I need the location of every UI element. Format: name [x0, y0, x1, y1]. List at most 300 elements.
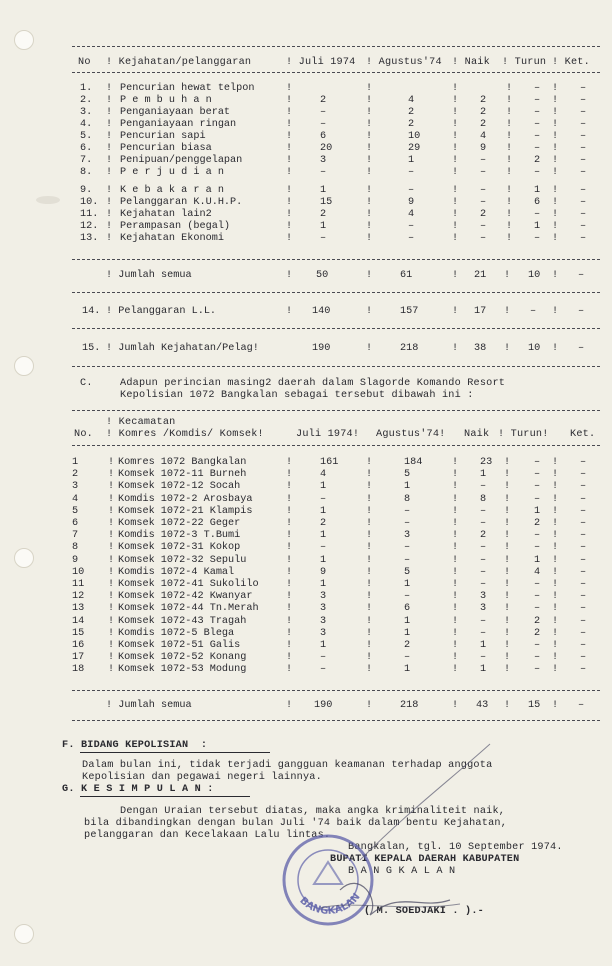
row-aug: 8 — [404, 493, 411, 505]
sep: ! — [452, 119, 459, 130]
sep: ! — [286, 652, 293, 664]
row-aug: 184 — [404, 457, 423, 468]
row-rise: 23 — [480, 457, 493, 468]
row-july: – — [320, 664, 327, 676]
rule-after-total — [72, 292, 600, 293]
row-note: – — [580, 95, 587, 106]
row-fall: – — [534, 95, 541, 106]
table1-row — [0, 197, 612, 209]
table2-row — [0, 652, 612, 664]
row-fall: – — [534, 143, 541, 154]
sep: ! — [552, 566, 559, 578]
row-aug: 2 — [408, 119, 415, 130]
sep: ! — [366, 530, 373, 542]
row-note: – — [580, 591, 587, 603]
row-rise: – — [480, 505, 487, 517]
row-aug: 2 — [404, 640, 411, 651]
row-aug: 1 — [404, 664, 411, 676]
row-unit: Komsek 1072-42 Kwanyar — [118, 591, 253, 603]
sep: ! — [506, 131, 513, 142]
sep: ! — [108, 640, 115, 651]
row-july: 1 — [320, 530, 327, 542]
t2-total-july: 190 — [314, 700, 333, 711]
sep: ! — [506, 143, 513, 154]
row-no: 4. — [80, 119, 93, 130]
sep: ! — [286, 554, 293, 566]
row-aug: – — [408, 221, 415, 232]
row-fall: – — [534, 481, 541, 493]
row-fall: – — [534, 652, 541, 664]
sep: ! — [286, 233, 293, 244]
sep: ! — [286, 143, 293, 154]
sep: ! — [366, 131, 373, 142]
row-no: 12. — [80, 221, 99, 232]
sep: ! — [366, 664, 373, 676]
sep: ! — [504, 652, 511, 664]
row-no: 16 — [72, 640, 85, 651]
row-july: 9 — [320, 566, 327, 578]
row14-july: 140 — [312, 306, 331, 317]
row-category: Pelanggaran K.U.H.P. — [120, 197, 243, 208]
row-aug: 3 — [404, 530, 411, 542]
sep: ! — [366, 481, 373, 493]
total-aug: 61 — [400, 270, 413, 281]
row-category: Pencurian biasa — [120, 143, 212, 154]
sep: ! — [552, 579, 559, 590]
row-note: – — [580, 83, 587, 94]
row-rise: – — [480, 652, 487, 664]
signatory-region: B A N G K A L A N — [348, 866, 456, 877]
row-no: 11. — [80, 209, 99, 220]
sep: ! — [552, 554, 559, 566]
sep: ! — [452, 530, 459, 542]
sep: ! — [452, 469, 459, 481]
row-no: 8. — [80, 167, 93, 178]
row-category: P e m b u h a n — [120, 95, 212, 106]
sep: ! — [106, 155, 113, 166]
sep: ! — [366, 83, 373, 94]
table2-header-rule — [72, 445, 600, 446]
row-fall: – — [534, 530, 541, 542]
row-fall: – — [534, 664, 541, 676]
row-fall: 2 — [534, 155, 541, 166]
sep: ! — [108, 518, 115, 529]
sep: ! — [552, 107, 559, 118]
row-note: – — [580, 652, 587, 664]
row-fall: 4 — [534, 566, 541, 578]
row-july: 161 — [320, 457, 339, 468]
sep: ! — [452, 155, 459, 166]
sep: ! — [552, 119, 559, 130]
row-rise: – — [480, 185, 487, 196]
row-note: – — [580, 627, 587, 639]
row-july: 3 — [320, 615, 327, 627]
rule-after-t2-total — [72, 720, 600, 721]
row-july: 2 — [320, 95, 327, 106]
sep: ! — [452, 518, 459, 529]
stamp-text: BANGKALAN — [297, 891, 363, 918]
row-fall: – — [534, 167, 541, 178]
row-note: – — [580, 457, 587, 468]
row-fall: – — [534, 542, 541, 554]
row-no: 8 — [72, 542, 79, 554]
row-fall: 2 — [534, 518, 541, 529]
section-g-line3: pelanggaran dan Kecelakaan Lalu lintas. — [84, 830, 331, 841]
row-note: – — [580, 131, 587, 142]
row-no: 9. — [80, 185, 93, 196]
sep: ! — [286, 95, 293, 106]
row-rise: 1 — [480, 469, 487, 481]
row-aug: – — [404, 591, 411, 603]
header-rise: ! Naik — [452, 57, 490, 68]
table2-row — [0, 567, 612, 579]
row-july: – — [320, 107, 327, 118]
table1-header-rule — [72, 72, 600, 73]
sep: ! — [504, 469, 511, 481]
row-unit: Komdis 1072-4 Kamal — [118, 566, 235, 578]
row-unit: Komsek 1072-53 Modung — [118, 664, 247, 676]
table2-row — [0, 506, 612, 518]
row-july: 1 — [320, 554, 327, 566]
sep: ! — [366, 469, 373, 481]
table1-top-rule — [72, 46, 600, 47]
table1-row — [0, 209, 612, 221]
row-aug: – — [404, 542, 411, 554]
sep: ! — [366, 143, 373, 154]
sep: ! — [452, 493, 459, 505]
sep: ! — [366, 457, 373, 468]
sep: ! — [452, 591, 459, 603]
sep: ! — [286, 566, 293, 578]
row-aug: 1 — [404, 615, 411, 627]
sep: ! — [506, 119, 513, 130]
rule-after-14 — [72, 328, 600, 329]
punch-hole-mid — [14, 356, 34, 376]
sep: ! — [506, 95, 513, 106]
row-july: 1 — [320, 221, 327, 232]
sep: ! — [552, 603, 559, 615]
row-unit: Komsek 1072-21 Klampis — [118, 505, 253, 517]
sep: ! — [366, 627, 373, 639]
sep: ! — [452, 640, 459, 651]
sep: ! — [108, 627, 115, 639]
row15-july: 190 — [312, 343, 331, 354]
sep: ! — [504, 457, 511, 468]
row-aug: 10 — [408, 131, 421, 142]
punch-hole-bottom — [14, 924, 34, 944]
sep: ! — [552, 627, 559, 639]
sep: ! — [286, 83, 293, 94]
sep: ! — [286, 505, 293, 517]
section-f-heading: F. BIDANG KEPOLISIAN : — [62, 740, 208, 751]
row-rise: 8 — [480, 493, 487, 505]
sep: ! — [552, 197, 559, 208]
section-g-line2: bila dibandingkan dengan bulan Juli '74 baik dalam bentu Kejahatan, — [84, 818, 508, 829]
row-note: – — [580, 167, 587, 178]
sep: ! — [106, 233, 113, 244]
row-rise: – — [480, 221, 487, 232]
sep: ! — [108, 664, 115, 676]
sep: ! — [106, 131, 113, 142]
row-fall: 2 — [534, 627, 541, 639]
row-rise: – — [480, 554, 487, 566]
row-aug: 4 — [408, 95, 415, 106]
row-rise: 3 — [480, 591, 487, 603]
sep: ! — [506, 233, 513, 244]
row-no: 1. — [80, 83, 93, 94]
sep: ! — [286, 119, 293, 130]
row-fall: – — [534, 591, 541, 603]
sep: ! — [552, 469, 559, 481]
row-unit: Komsek 1072-11 Burneh — [118, 469, 247, 481]
row-july: 3 — [320, 627, 327, 639]
table1-row — [0, 233, 612, 245]
sep: ! — [506, 197, 513, 208]
table1-row — [0, 107, 612, 119]
section-g-line1: Dengan Uraian tersebut diatas, maka angka kriminaliteit naik, — [120, 806, 506, 817]
sep: ! — [106, 185, 113, 196]
sep: ! — [504, 603, 511, 615]
row-no: 4 — [72, 493, 79, 505]
row-no: 14 — [72, 615, 85, 627]
sep: ! — [366, 197, 373, 208]
row-aug: 5 — [404, 469, 411, 481]
table1-row — [0, 95, 612, 107]
sep: ! — [366, 579, 373, 590]
row-unit: Komsek 1072-12 Socah — [118, 481, 241, 493]
table2-row — [0, 469, 612, 481]
table2-total-row: ! Jumlah semua ! 190 ! 218 ! 43 ! 15 ! – — [106, 700, 585, 711]
row-july: 20 — [320, 143, 333, 154]
sep: ! — [108, 481, 115, 493]
table2-row — [0, 616, 612, 628]
table2-row — [0, 579, 612, 591]
sep: ! — [452, 579, 459, 590]
row-fall: 1 — [534, 554, 541, 566]
sep: ! — [452, 566, 459, 578]
row-no: 7 — [72, 530, 79, 542]
sep: ! — [366, 505, 373, 517]
sep: ! — [552, 481, 559, 493]
table2-bottom-rule — [72, 690, 600, 691]
sep: ! — [286, 591, 293, 603]
header-category: ! Kejahatan/pelanggaran — [106, 57, 252, 68]
row-aug: – — [408, 233, 415, 244]
sep: ! — [452, 615, 459, 627]
sep: ! — [108, 652, 115, 664]
sep: ! — [552, 518, 559, 529]
row-no: 7. — [80, 155, 93, 166]
sep: ! — [106, 143, 113, 154]
sep: ! — [286, 457, 293, 468]
sep: ! — [286, 615, 293, 627]
t2-total-aug: 218 — [400, 700, 419, 711]
row-aug: – — [404, 505, 411, 517]
row-july: 1 — [320, 505, 327, 517]
row-july: – — [320, 167, 327, 178]
sep: ! — [106, 167, 113, 178]
row-rise: – — [480, 155, 487, 166]
header2-unit: ! Komres /Komdis/ Komsek! — [106, 429, 264, 440]
sep: ! — [366, 603, 373, 615]
sep: ! — [452, 233, 459, 244]
table1-row — [0, 143, 612, 155]
row-note: – — [580, 493, 587, 505]
sep: ! — [452, 83, 459, 94]
sep: ! — [552, 542, 559, 554]
row-july: 4 — [320, 469, 327, 481]
row-note: – — [580, 119, 587, 130]
row15-no: 15. — [82, 343, 101, 354]
t2-total-label: ! Jumlah semua — [106, 700, 192, 711]
row-note: – — [580, 566, 587, 578]
table1-row — [0, 83, 612, 95]
row-aug: 6 — [404, 603, 411, 615]
row-rise: 1 — [480, 640, 487, 651]
row15-aug: 218 — [400, 343, 419, 354]
row-rise: 2 — [480, 95, 487, 106]
total-fall: 10 — [528, 270, 541, 281]
sep: ! — [452, 209, 459, 220]
row-july: 1 — [320, 640, 327, 651]
row14-label: ! Pelanggaran L.L. — [106, 306, 217, 317]
row-aug: – — [404, 554, 411, 566]
row-fall: – — [534, 603, 541, 615]
sep: ! — [506, 209, 513, 220]
total-july: 50 — [316, 270, 329, 281]
row14-fall: – — [530, 306, 537, 317]
row-july: 3 — [320, 603, 327, 615]
table1-row — [0, 185, 612, 197]
row-july: – — [320, 493, 327, 505]
row-unit: Komsek 1072-52 Konang — [118, 652, 247, 664]
header2-july: Juli 1974! — [296, 429, 360, 440]
row-rise: – — [480, 627, 487, 639]
table1-total-row: ! Jumlah semua ! 50 ! 61 ! 21 ! 10 ! – — [106, 270, 585, 281]
row-no: 15 — [72, 627, 85, 639]
row-no: 11 — [72, 579, 85, 590]
row-no: 18 — [72, 664, 85, 676]
row-july: – — [320, 233, 327, 244]
sep: ! — [106, 107, 113, 118]
sep: ! — [452, 603, 459, 615]
row-unit: Komsek 1072-44 Tn.Merah — [118, 603, 259, 615]
table1-row — [0, 155, 612, 167]
header2-rise: Naik — [464, 429, 490, 440]
sep: ! — [286, 664, 293, 676]
row-july: 2 — [320, 209, 327, 220]
row-rise: 9 — [480, 143, 487, 154]
sep: ! — [504, 664, 511, 676]
row-july: 15 — [320, 197, 333, 208]
sep: ! — [286, 185, 293, 196]
row14-rise: 17 — [474, 306, 487, 317]
row-note: – — [580, 155, 587, 166]
row-note: – — [580, 664, 587, 676]
row-july: 1 — [320, 481, 327, 493]
row-rise: 2 — [480, 107, 487, 118]
sep: ! — [552, 664, 559, 676]
row-rise: – — [480, 566, 487, 578]
sep: ! — [286, 579, 293, 590]
row-category: Penganiayaan ringan — [120, 119, 237, 130]
sep: ! — [504, 542, 511, 554]
sep: ! — [504, 493, 511, 505]
sep: ! — [108, 615, 115, 627]
row-category: Pencurian hewat telpon — [120, 83, 255, 94]
sep: ! — [366, 652, 373, 664]
sep: ! — [506, 83, 513, 94]
sep: ! — [286, 197, 293, 208]
table2-row — [0, 664, 612, 676]
sep: ! — [366, 155, 373, 166]
table2-row — [0, 603, 612, 615]
row-unit: Komsek 1072-51 Galis — [118, 640, 241, 651]
row-july: – — [320, 652, 327, 664]
signatory-name: ( M. SOEDJAKI . ).- — [364, 906, 484, 917]
total-rise: 21 — [474, 270, 487, 281]
row-note: – — [580, 518, 587, 529]
sep: ! — [366, 233, 373, 244]
sep: ! — [506, 185, 513, 196]
row-note: – — [580, 530, 587, 542]
sep: ! — [108, 566, 115, 578]
row-unit: Komres 1072 Bangkalan — [118, 457, 247, 468]
table2-row — [0, 628, 612, 640]
sep: ! — [108, 591, 115, 603]
sep: ! — [286, 469, 293, 481]
table1-row — [0, 167, 612, 179]
sep: ! — [108, 505, 115, 517]
sep: ! — [504, 615, 511, 627]
sep: ! — [366, 185, 373, 196]
sep: ! — [286, 155, 293, 166]
sep: ! — [366, 221, 373, 232]
sep: ! — [504, 554, 511, 566]
row-fall: – — [534, 83, 541, 94]
header-august: ! Agustus'74 — [366, 57, 442, 68]
sep: ! — [552, 457, 559, 468]
row-fall: 6 — [534, 197, 541, 208]
row-note: – — [580, 197, 587, 208]
sep: ! — [286, 167, 293, 178]
sep: ! — [366, 591, 373, 603]
row-no: 2. — [80, 95, 93, 106]
row-no: 2 — [72, 469, 79, 481]
sep: ! — [108, 457, 115, 468]
sep: ! — [552, 505, 559, 517]
row-july: – — [320, 542, 327, 554]
sep: ! — [452, 664, 459, 676]
row-note: – — [580, 209, 587, 220]
sep: ! — [552, 493, 559, 505]
sep: ! — [504, 627, 511, 639]
rule-after-15 — [72, 366, 600, 367]
sep: ! — [286, 481, 293, 493]
sep: ! — [552, 155, 559, 166]
row-category: K e b a k a r a n — [120, 185, 224, 196]
sep: ! — [108, 542, 115, 554]
row-fall: – — [534, 119, 541, 130]
sep: ! — [286, 627, 293, 639]
sep: ! — [552, 131, 559, 142]
row-fall: 2 — [534, 615, 541, 627]
row-aug: – — [408, 167, 415, 178]
row15-label: ! Jumlah Kejahatan/Pelag! — [106, 343, 259, 354]
sep: ! — [106, 95, 113, 106]
sep: ! — [506, 107, 513, 118]
sep: ! — [504, 530, 511, 542]
